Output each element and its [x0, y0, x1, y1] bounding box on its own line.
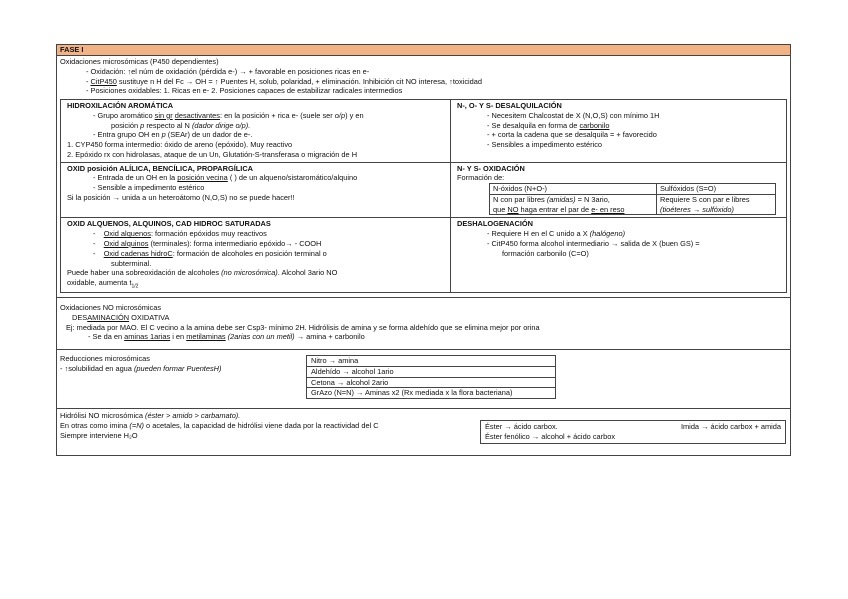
desalq-line-3: - + corta la cadena que se desalquila = + favorecido	[487, 130, 657, 140]
hidrolisis-line-1: En otras como imina (=N) o acetales, la capacidad de hidrólisi viene dada por la reactividad del C	[60, 420, 379, 430]
nys-oxidacion-cell	[451, 163, 787, 219]
fase-header: FASE I	[56, 44, 791, 56]
reduccion-row: GrAzo (N=N) → Aminas x2 (Rx mediada x la flora bacteriana)	[307, 388, 556, 399]
nys-table	[489, 183, 776, 215]
nys-title: N- Y S- OXIDACIÓN	[457, 163, 525, 173]
desalquilacion-cell	[451, 100, 787, 163]
hidrox-line-3: - Entra grupo OH en p (SEAr) de un dador de e-.	[93, 130, 253, 140]
hidroxilacion-cell	[61, 100, 451, 163]
deshal-title: DESHALOGENACIÓN	[457, 219, 533, 229]
deshal-line-2: - CitP450 forma alcohol intermediario → salida de X (buen GS) =	[487, 239, 700, 249]
document	[56, 44, 791, 456]
hidrox-line-2: posición p respecto al N (dador dirige o/p).	[111, 120, 251, 130]
micro-line-2: - CitP450 sustituye n H del Fc → OH = ↑ Puentes H, solub, polaridad, + eliminación. Inhibición cit NO interesa, ↑toxicidad	[86, 76, 482, 86]
noxidos-header: N-óxidos (N+O-)	[490, 184, 657, 195]
noxidos-desc: N con par libres (amidas) = N 3ario, que NO haga entrar el par de e- en reso	[490, 194, 657, 215]
hidrox-line-4: 1. CYP450 forma intermedio: óxido de areno (epóxido). Muy reactivo	[67, 140, 293, 150]
hidrolisis-box	[480, 420, 786, 444]
micro-title: Oxidaciones microsómicas (P450 dependientes)	[60, 57, 219, 66]
alilica-title: OXID posición ALÍLICA, BENCÍLICA, PROPARGÍLICA	[67, 163, 253, 173]
nomicro-title: Oxidaciones NO microsómicas	[60, 303, 162, 313]
deshal-line-3: formación carbonilo (C=O)	[502, 248, 589, 258]
microsomal-section	[56, 56, 791, 298]
alilica-line-2: - Sensible a impedimento estérico	[93, 183, 205, 193]
reduccion-row: Aldehído → alcohol 1ario	[307, 366, 556, 377]
imida-hydrolysis: Imida → ácido carbox + amida	[680, 422, 781, 432]
sulfoxidos-desc: Requiere S con par e libres (tioéteres → sulfóxido)	[657, 194, 776, 215]
reduccion-row: Cetona → alcohol 2ario	[307, 377, 556, 388]
alilica-line-1: - Entrada de un OH en la posición vecina ( ) de un alqueno/sistaromático/alquino	[93, 173, 358, 183]
alquenos-line-1: - Oxid alquenos: formación epóxidos muy reactivos	[93, 229, 267, 239]
reducciones-title: Reducciones microsómicas	[60, 354, 150, 364]
reducciones-section	[56, 350, 791, 409]
alquenos-title: OXID ALQUENOS, ALQUINOS, CAD HIDROC SATURADAS	[67, 219, 271, 229]
sulfoxidos-header: Sulfóxidos (S=O)	[657, 184, 776, 195]
deshalogenacion-cell	[451, 218, 787, 293]
reducciones-line-1: - ↑solubilidad en agua (pueden formar PuentesH)	[60, 363, 222, 373]
micro-line-3: - Posiciones oxidables: 1. Ricas en e- 2. Posiciones capaces de estabilizar radicales intermedios	[86, 86, 403, 96]
hidrolisis-title: Hidrólisi NO microsómica (éster > amido > carbamato).	[60, 411, 241, 421]
deshal-line-1: - Requiere H en el C unido a X (halógeno)	[487, 229, 626, 239]
alquenos-line-3b: subterminal.	[111, 258, 152, 268]
desalq-line-4: - Sensibles a impedimento estérico	[487, 140, 603, 150]
nomicro-line-2: - Se da en aminas 1arias i en metilaminas (2arias con un metil) → amina + carbonilo	[88, 332, 365, 342]
nomicro-line-1: Ej: mediada por MAO. El C vecino a la amina debe ser Csp3- mínimo 2H. Hidrólisis de amina y se forma aldehído que se elimina mejor por orina	[66, 322, 540, 332]
alquenos-line-5: oxidable, aumenta $t_{1/2}$	[67, 278, 139, 290]
hidrox-line-1: - Grupo aromático sin gr desactivantes: en la posición + rica e- (suele ser o/p) y en	[93, 110, 364, 120]
alilica-line-3: Si la posición → unida a un heteroátomo (N,O,S) no se puede hacer!!	[67, 192, 295, 202]
alquenos-line-3: - Oxid cadenas hidroC: formación de alcoholes en posición terminal o	[93, 248, 327, 258]
nys-subtitle: Formación de:	[457, 173, 505, 183]
alquenos-cell	[61, 218, 451, 293]
ester-hydrolysis: Éster → ácido carbox.	[485, 422, 558, 432]
alquenos-line-4: Puede haber una sobreoxidación de alcoholes (no microsómica). Alcohol 3ario NO	[67, 268, 338, 278]
alquenos-line-2: - Oxid alquinos (terminales): forma intermediario epóxido→ - COOH	[93, 239, 322, 249]
nomicro-subtitle: DESAMINACIÓN OXIDATIVA	[72, 312, 170, 322]
reducciones-table	[306, 355, 556, 399]
ester-fenolico-hydrolysis: Éster fenólico → alcohol + ácido carbox	[485, 431, 616, 441]
desalq-line-1: - Necesitem Chalcostat de X (N,O,S) con mínimo 1H	[487, 110, 660, 120]
reduccion-row: Nitro → amina	[307, 356, 556, 367]
hidrolisis-section	[56, 409, 791, 456]
desalq-title: N-, O- Y S- DESALQUILACIÓN	[457, 101, 562, 111]
hidrox-line-5: 2. Epóxido rx con hidrolasas, ataque de un Un, Glutatión-S-transferasa o migración de H	[67, 149, 358, 159]
desalq-line-2: - Se desalquila en forma de carbonilo	[487, 120, 610, 130]
hidrolisis-line-2: Siempre interviene H₂O	[60, 430, 138, 440]
hidroxilacion-title: HIDROXILACIÓN AROMÁTICA	[67, 101, 174, 111]
reactions-grid	[60, 99, 787, 293]
micro-line-1: - Oxidación: ↑el núm de oxidación (pérdida e-) → + favorable en posiciones ricas en e-	[86, 66, 370, 76]
alilica-cell	[61, 163, 451, 219]
no-microsomal-section	[56, 298, 791, 350]
